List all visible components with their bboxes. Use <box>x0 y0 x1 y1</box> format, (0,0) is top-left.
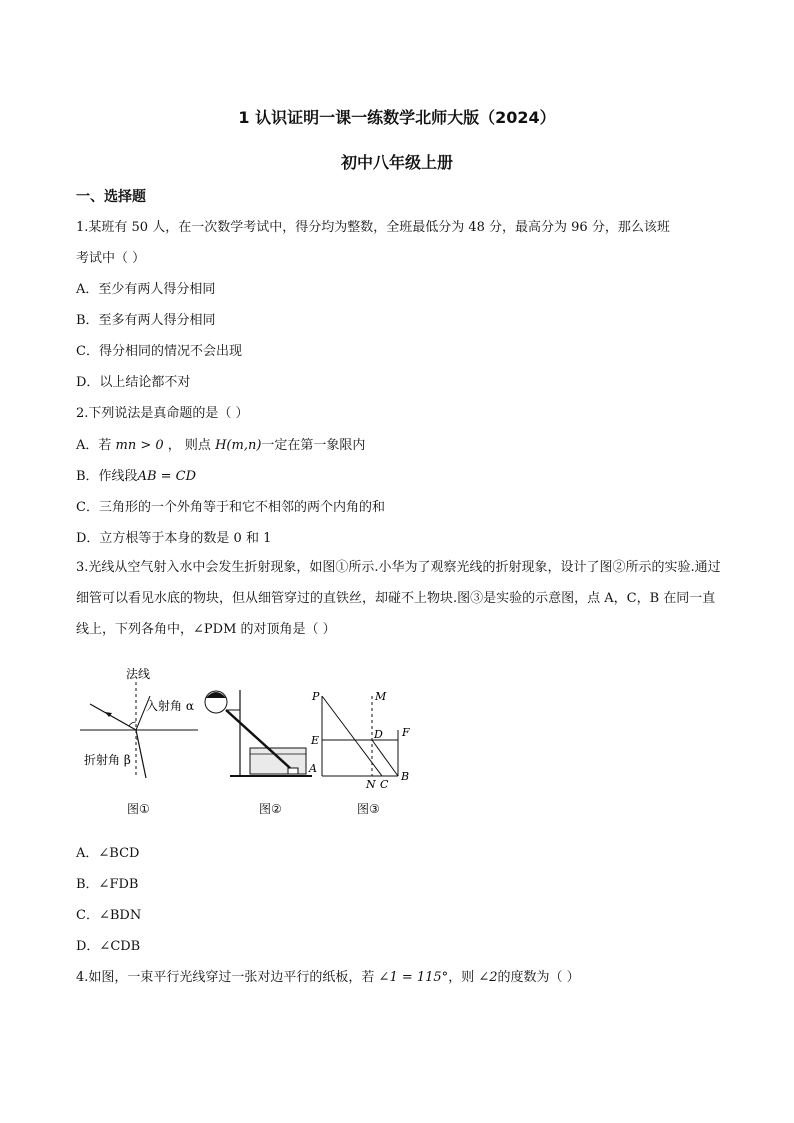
fig3-label-e: E <box>311 734 320 747</box>
q2-option-a-mid: ， 则点 <box>163 438 216 453</box>
fig3-label-b: B <box>401 770 410 783</box>
fig3-label-d: D <box>374 728 383 741</box>
q2-option-d: D．立方根等于本身的数是 0 和 1 <box>76 531 272 546</box>
q1-option-a: A．至少有两人得分相同 <box>76 282 216 297</box>
fig3-label-n: N <box>366 778 376 791</box>
q2-option-a <box>76 434 365 453</box>
fig1-refract-label: 折射角 β <box>84 753 131 767</box>
q1-option-c: C．得分相同的情况不会出现 <box>76 344 242 359</box>
fig3-label-p: P <box>312 690 320 703</box>
figure-3-schematic <box>310 690 410 791</box>
figure-2-experiment <box>205 690 320 776</box>
fig2-caption: 图② <box>259 802 282 816</box>
q2-option-b-prefix: B．作线段 <box>76 469 138 484</box>
q1-stem-line2: 考试中（ ） <box>76 251 146 266</box>
document-title: 1 认识证明一课一练数学北师大版（2024） <box>238 108 556 127</box>
document-subtitle: 初中八年级上册 <box>340 153 453 172</box>
q2-option-a-math1: mn > 0 <box>115 438 164 453</box>
q4-suffix: 的度数为（ ） <box>497 970 580 985</box>
q4-prefix: 4.如图，一束平行光线穿过一张对边平行的纸板，若 <box>76 970 379 985</box>
q2-option-b <box>76 465 196 484</box>
section-heading: 一、选择题 <box>76 189 146 205</box>
q3-option-c: C．∠BDN <box>76 908 142 923</box>
q2-option-a-math2: H(m,n) <box>215 438 262 453</box>
fig1-incident-label: 入射角 α <box>146 699 194 713</box>
fig1-normal-label: 法线 <box>126 667 151 681</box>
q3-option-d: D．∠CDB <box>76 939 141 954</box>
q2-option-a-prefix: A．若 <box>76 438 116 453</box>
q1-option-d: D．以上结论都不对 <box>76 375 191 390</box>
q1-option-b: B．至多有两人得分相同 <box>76 313 216 328</box>
q4-math2: ∠2 <box>478 970 498 985</box>
q2-stem: 2.下列说法是真命题的是（ ） <box>76 406 249 421</box>
figure-1-refraction <box>80 666 198 778</box>
q2-option-c: C．三角形的一个外角等于和它不相邻的两个内角的和 <box>76 500 385 515</box>
q1-stem-line1: 1.某班有 50 人，在一次数学考试中，得分均为整数，全班最低分为 48 分，最高分为 96 分，那么该班 <box>76 220 670 235</box>
q2-option-b-math: AB = CD <box>137 469 197 484</box>
q4-math1: ∠1 = 115° <box>378 970 449 985</box>
q4-stem <box>76 966 580 985</box>
q3-option-b: B．∠FDB <box>76 877 139 892</box>
q4-mid: ，则 <box>448 970 479 985</box>
q2-option-a-suffix: 一定在第一象限内 <box>261 438 366 453</box>
fig3-label-m: M <box>375 690 387 703</box>
fig1-caption: 图① <box>127 802 150 816</box>
fig3-label-c: C <box>380 778 389 791</box>
q3-option-a: A．∠BCD <box>76 846 140 861</box>
fig3-caption: 图③ <box>357 802 380 816</box>
q3-figures <box>80 660 430 820</box>
q3-stem: 3.光线从空气射入水中会发生折射现象，如图①所示.小华为了观察光线的折射现象，设计了图②所示的实验.通过细管可以看见水底的物块，但从细管穿过的直铁丝，却碰不上物块.图③是实验的示意图，点 A，C，B 在同一直线上，下列各角中，∠PDM 的对顶角是（ ） <box>76 560 721 637</box>
fig3-label-f: F <box>402 726 410 739</box>
fig2-point-a: A <box>309 762 317 775</box>
